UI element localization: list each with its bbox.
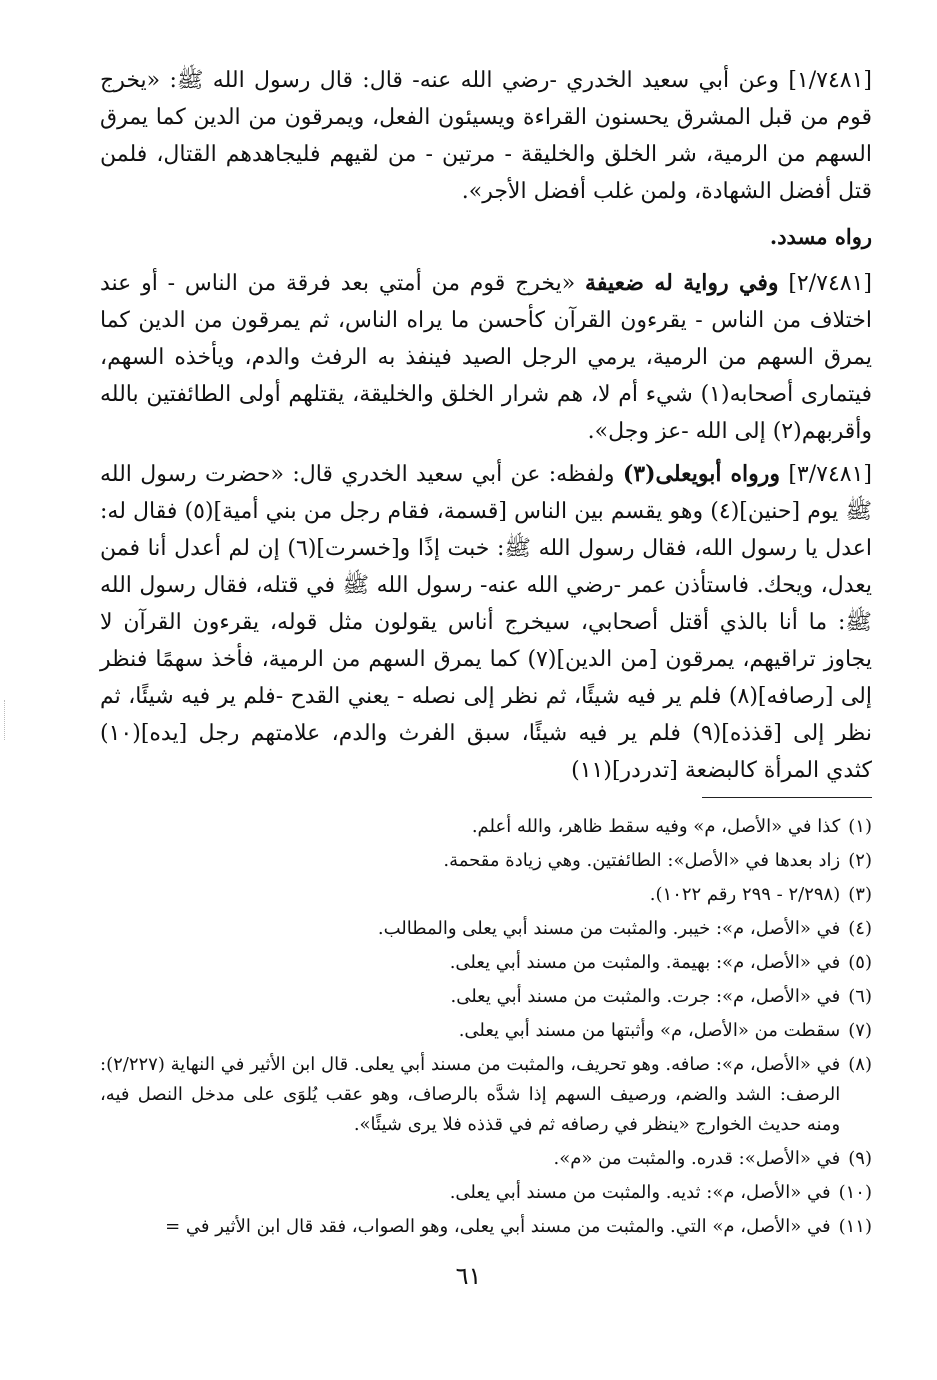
footnote-text: (٢/٢٩٨ - ٢٩٩ رقم ١٠٢٢). xyxy=(649,884,841,905)
footnote-number: (١٠) xyxy=(838,1182,872,1203)
footnote-number: (٢) xyxy=(848,850,872,871)
footnote xyxy=(100,948,872,978)
footnote-text: في «الأصل، م»: صافه. وهو تحريف، والمثبت من مسند أبي يعلى. قال ابن الأثير في النهاية (٢/٢٢٧): الرصف: الشد والضم، ورصيف السهم إذا شدَّه بالرصاف، وهو عقب يُلوَى على مدخل النصل فيه، ومنه حديث الخوارج «ينظر في رصافه ثم في قذذه فلا يرى شيئًا». xyxy=(100,1054,841,1135)
hadith-lead: ورواه أبويعلى(٣) xyxy=(622,461,780,487)
footnote-text: في «الأصل، م»: خيبر. والمثبت من مسند أبي يعلى والمطالب. xyxy=(377,918,841,939)
footnote-number: (٦) xyxy=(848,986,872,1007)
footnote xyxy=(100,914,872,944)
footnote-number: (١) xyxy=(848,816,872,837)
hadith-text: وعن أبي سعيد الخدري -رضي الله عنه- قال: قال رسول الله ﷺ: «يخرج قوم من قبل المشرق يحسنون القراءة ويسيئون الفعل، ويمرقون من الدين كما يمرق السهم من الرمية، شر الخلق والخليقة - مرتين - من لقيهم فليجاهدهم القتال، فلمن قتل أفضل الشهادة، ولمن غلب أفضل الأجر». xyxy=(100,68,872,204)
footnote-divider xyxy=(702,797,872,798)
hadith-paragraph-3 xyxy=(100,456,872,789)
footnote xyxy=(100,982,872,1012)
hadith-reference: [٣/٧٤٨١] xyxy=(788,462,873,487)
hadith-lead: وفي رواية له ضعيفة xyxy=(585,270,779,296)
hadith-text: «يخرج قوم من أمتي بعد فرقة من الناس - أو عند اختلاف من الناس - يقرءون القرآن كأحسن ما يراه الناس، ثم يمرقون من الدين كما يمرق السهم من الرمية، يرمي الرجل الصيد فينفذ به الرفث والدم، ويأخذه السهم، فيتمارى أصحابه(١) شيء أم لا، هم شرار الخلق والخليقة، يقتلهم أولى الطائفتين بالله وأقربهم(٢) إلى الله -عز وجل». xyxy=(100,271,872,444)
footnote-number: (٩) xyxy=(848,1148,872,1169)
footnote xyxy=(100,1144,872,1174)
footnote xyxy=(100,1050,872,1140)
footnote-number: (٣) xyxy=(848,884,872,905)
footnote xyxy=(100,812,872,842)
footnote-number: (٤) xyxy=(848,918,872,939)
footnote-number: (٧) xyxy=(848,1020,872,1041)
scan-edge-mark xyxy=(4,700,6,740)
hadith-reference: [١/٧٤٨١] xyxy=(788,68,872,93)
footnote-text: في «الأصل، م» التي. والمثبت من مسند أبي يعلى، وهو الصواب، فقد قال ابن الأثير في = xyxy=(165,1216,831,1237)
footnote-text: في «الأصل، م»: ثديه. والمثبت من مسند أبي يعلى. xyxy=(449,1182,831,1203)
page-number: ٦١ xyxy=(455,1262,482,1290)
hadith-reference: [٢/٧٤٨١] xyxy=(788,271,872,296)
hadith-paragraph-2 xyxy=(100,265,872,450)
narrator-line: رواه مسدد. xyxy=(769,224,872,249)
footnote-number: (٨) xyxy=(848,1054,872,1075)
footnote xyxy=(100,880,872,910)
footnotes xyxy=(100,812,872,1242)
footnote-text: في «الأصل، م»: بهيمة. والمثبت من مسند أبي يعلى. xyxy=(449,952,841,973)
footnote-text: سقطت من «الأصل، م» وأثبتها من مسند أبي يعلى. xyxy=(458,1020,841,1041)
hadith-paragraph-1 xyxy=(100,62,872,210)
footnote-text: زاد بعدها في «الأصل»: الطائفتين. وهي زيادة مقحمة. xyxy=(443,850,841,871)
page-body xyxy=(100,62,872,1246)
footnote-number: (٥) xyxy=(848,952,872,973)
footnote-text: في «الأصل، م»: جرت. والمثبت من مسند أبي يعلى. xyxy=(450,986,841,1007)
footnote xyxy=(100,1016,872,1046)
footnote xyxy=(100,1178,872,1208)
footnote xyxy=(100,1212,872,1242)
footnote-text: في «الأصل»: قدره. والمثبت من «م». xyxy=(553,1148,841,1169)
footnote-number: (١١) xyxy=(838,1216,872,1237)
hadith-text: ولفظه: عن أبي سعيد الخدري قال: «حضرت رسول الله ﷺ يوم [حنين](٤) وهو يقسم بين الناس [قسمة، فقام رجل من بني أمية](٥) فقال له: اعدل يا رسول الله، فقال رسول الله ﷺ: خبت إذًا و[خسرت](٦) إن لم أعدل أنا فمن يعدل، ويحك. فاستأذن عمر -رضي الله عنه- رسول الله ﷺ في قتله، فقال رسول الله ﷺ: ما أنا بالذي أقتل أصحابي، سيخرج أناس يقولون مثل قوله، يقرءون القرآن لا يجاوز تراقيهم، يمرقون [من الدين](٧) كما يمرق السهم من الرمية، فأخذ سهمًا فنظر إلى [رصافه](٨) فلم ير فيه شيئًا، ثم نظر إلى نصله - يعني القدح -فلم ير فيه شيئًا، ثم نظر إلى [قذذه](٩) فلم ير فيه شيئًا، سبق الفرث والدم، علامتهم رجل [يده](١٠) كثدي المرأة كالبضعة [تدردر](١١) xyxy=(100,462,873,783)
footnote-text: كذا في «الأصل، م» وفيه سقط ظاهر، والله أعلم. xyxy=(471,816,841,837)
footnote xyxy=(100,846,872,876)
